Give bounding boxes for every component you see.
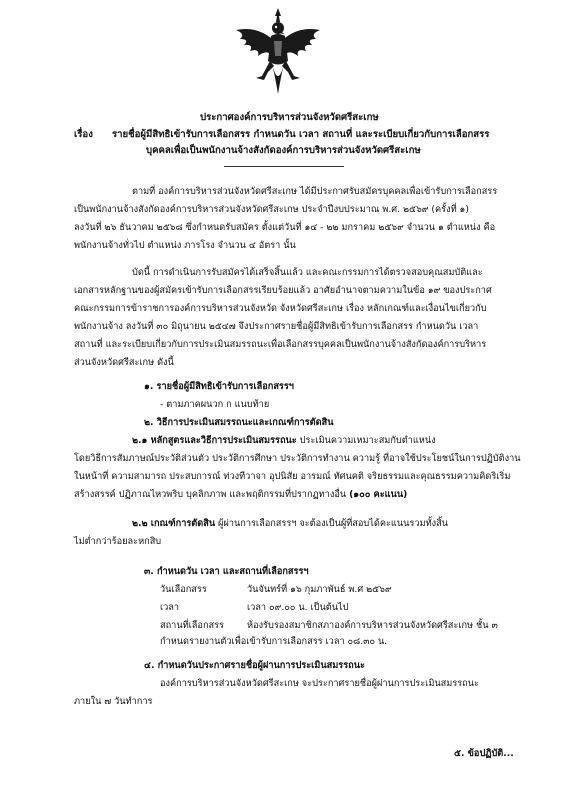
section-2-1-line-1 [132,435,436,447]
schedule-value: ห้องรับรองสมาชิกสภาองค์การบริหารส่วนจังหวัดศรีสะเกษ ชั้น ๓ [247,620,498,631]
section-4-line-1: องค์การบริหารส่วนจังหวัดศรีสะเกษ จะประกาศรายชื่อผู้ผ่านการประเมินสมรรถนะ [160,678,479,689]
section-1-detail: - ตามภาคผนวก ก แนบท้าย [160,399,270,410]
section-4-heading: ๔. กำหนดวันประกาศรายชื่อผู้ผ่านการประเมินสมรรถนะ [144,660,365,671]
section-2-2-heading: ๒.๒ เกณฑ์การตัดสิน [132,518,216,529]
paragraph-1-line: เป็นพนักงานจ้างสังกัดองค์การบริหารส่วนจังหวัดศรีสะเกษ ประจำปีงบประมาณ พ.ศ. ๒๕๖๙ (ครั้งที่ ๑) [74,204,469,215]
schedule-value: เวลา ๐๙.๐๐ น. เป็นต้นไป [247,602,349,613]
garuda-emblem-icon [228,6,328,98]
paragraph-2-line: สถานที่ และระเบียบเกี่ยวกับการประเมินสมรรถนะเพื่อเลือกสรรบุคคลเป็นพนักงานจ้างสังกัดองค์การบริหาร [74,339,487,350]
schedule-value: วันจันทร์ที่ ๑๖ กุมภาพันธ์ พ.ศ ๒๕๖๙ [247,584,392,595]
score-label: (๑๐๐ คะแนน) [349,489,408,500]
header-divider [224,166,344,167]
paragraph-1-line: ตามที่ องค์การบริหารส่วนจังหวัดศรีสะเกษ ได้มีประกาศรับสมัครบุคคลเพื่อเข้ารับการเลือกสรร [132,186,498,197]
section-2-1-line-1-text: ประเมินความเหมาะสมกับตำแหน่ง [296,435,436,446]
continuation-marker: ๕. ข้อปฏิบัติ... [454,748,514,759]
paragraph-2-line: บัดนี้ การดำเนินการรับสมัครได้เสร็จสิ้นแล้ว และคณะกรรมการได้ตรวจสอบคุณสมบัติและ [132,267,483,278]
subject-label: เรื่อง [74,129,93,140]
section-2-1-line: ในหน้าที่ ความสามารถ ประสบการณ์ ท่วงทีวาจา อุปนิสัย อารมณ์ ทัศนคติ จริยธรรมและคุณธรรมความคิดริเริ่ม [74,471,511,482]
paragraph-2-line: ส่วนจังหวัดศรีสะเกษ ดังนี้ [74,357,174,368]
section-2-1-line: โดยวิธีการสัมภาษณ์ประวัติส่วนตัว ประวัติการศึกษา ประวัติการทำงาน ความรู้ ที่อาจใช้ประโยชน์ในการปฏิบัติงาน [74,453,521,464]
section-4-line-2: ภายใน ๗ วันทำการ [74,696,153,707]
schedule-label: วันเลือกสรร [160,584,207,595]
paragraph-2-line: เอกสารหลักฐานของผู้สมัครเข้ารับการเลือกสรรเรียบร้อยแล้ว อาศัยอำนาจตามความในข้อ ๑๙ ของประกาศ [74,285,492,296]
section-2-2-line-2: ไม่ต่ำกว่าร้อยละหกสิบ [74,536,162,547]
paragraph-1-line: ลงวันที่ ๒๖ ธันวาคม ๒๕๖๘ ซึ่งกำหนดรับสมัคร ตั้งแต่วันที่ ๑๔ - ๒๒ มกราคม ๒๕๖๙ จำนวน ๑ ตำแหน่ง คือ [74,222,496,233]
section-2-heading: ๒. วิธีการประเมินสมรรถนะและเกณฑ์การตัดสิน [144,417,334,428]
paragraph-1-line: พนักงานจ้างทั่วไป ตำแหน่ง ภารโรง จำนวน ๔ อัตรา นั้น [74,240,296,251]
section-2-2-line-1 [132,518,448,530]
section-1-heading: ๑. รายชื่อผู้มีสิทธิเข้ารับการเลือกสรรฯ [144,381,294,392]
section-3-heading: ๓. กำหนดวัน เวลา และสถานที่เลือกสรรฯ [144,566,309,577]
schedule-label: สถานที่เลือกสรร [160,620,224,631]
document-title: ประกาศองค์การบริหารส่วนจังหวัดศรีสะเกษ [200,112,379,123]
section-2-2-line-1-text: ผู้ผ่านการเลือกสรรฯ จะต้องเป็นผู้ที่สอบได้คะแนนรวมทั้งสิ้น [215,518,448,529]
paragraph-2-line: พนักงานจ้าง ลงวันที่ ๓๐ มิถุนายน ๒๕๔๗ จึงประกาศรายชื่อผู้มีสิทธิเข้ารับการเลือกสรร กำหนดวัน เวลา [74,321,479,332]
section-2-1-line-text: สร้างสรรค์ ปฏิภาณไหวพริบ บุคลิกภาพ และพฤติกรรมที่ปรากฏทางอื่น [74,489,350,500]
paragraph-2-line: คณะกรรมการข้าราชการองค์การบริหารส่วนจังหวัด จังหวัดศรีสะเกษ เรื่อง หลักเกณฑ์และเงื่อนไขเกี่ยวกับ [74,303,487,314]
schedule-label: เวลา [160,602,180,613]
subject-line-1: รายชื่อผู้มีสิทธิเข้ารับการเลือกสรร กำหนดวัน เวลา สถานที่ และระเบียบเกี่ยวกับการเลือกสรร [112,129,490,140]
subject-line-2: บุคคลเพื่อเป็นพนักงานจ้างสังกัดองค์การบริหารส่วนจังหวัดศรีสะเกษ [146,145,421,156]
section-2-1-heading: ๒.๑ หลักสูตรและวิธีการประเมินสมรรถนะ [132,435,297,446]
check-in-note: กำหนดรายงานตัวเพื่อเข้ารับการเลือกสรร เวลา ๐๘.๓๐ น. [160,636,388,647]
section-2-1-line-last [74,489,407,501]
